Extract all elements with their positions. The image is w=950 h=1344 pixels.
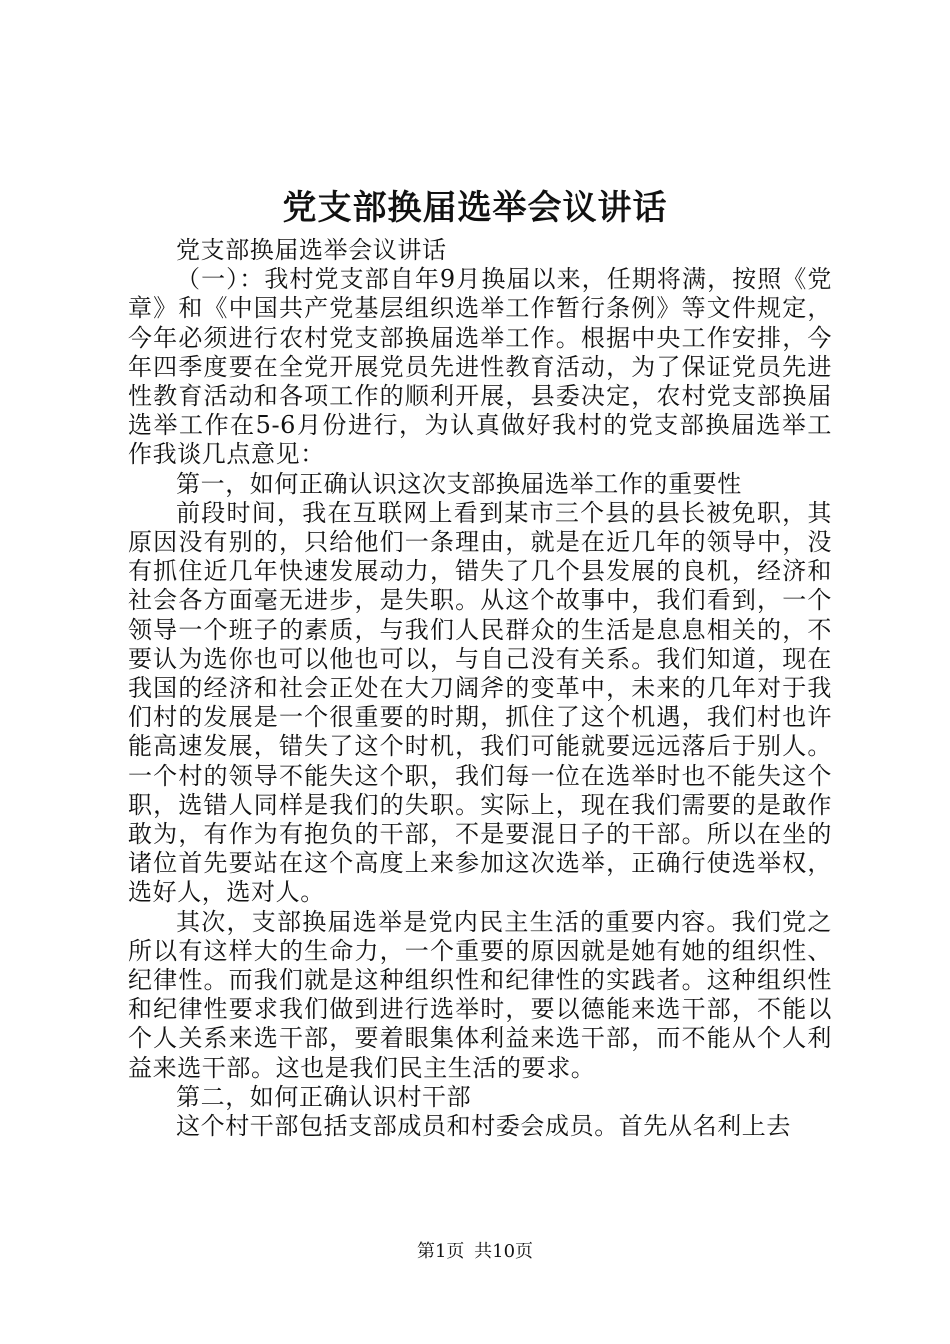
- section-heading-second: 第二，如何正确认识村干部: [176, 1082, 472, 1111]
- section-heading-first: 第一，如何正确认识这次支部换届选举工作的重要性: [176, 469, 742, 498]
- page-footer: [0, 1240, 950, 1264]
- paragraph-third-body: 这个村干部包括支部成员和村委会成员。首先从名利上去: [176, 1112, 791, 1141]
- paragraph-first-body: 前段时间，我在互联网上看到某市三个县的县长被免职，其原因没有别的，只给他们一条理由，就是在近几年的领导中，没有抓住近几年快速发展动力，错失了几个县发展的良机，经济和社会各方面毫无进步，是失职。从这个故事中，我们看到，一个领导一个班子的素质，与我们人民群众的生活是息息相关的，不要认为选你也可以他也可以，与自己没有关系。我们知道，现在我国的经济和社会正处在大刀阔斧的变革中，未来的几年对于我们村的发展是一个很重要的时期，抓住了这个机遇，我们村也许能高速发展，错失了这个时机，我们可能就要远远落后于别人。一个村的领导不能失这个职，我们每一位在选举时也不能失这个职，选错人同样是我们的失职。实际上，现在我们需要的是敢作敢为，有作为有抱负的干部，不是要混日子的干部。所以在坐的诸位首先要站在这个高度上来参加这次选举，正确行使选举权，选好人，选对人。: [128, 498, 832, 907]
- page-total: 共10页: [474, 1241, 534, 1262]
- document-title: 党支部换届选举会议讲话: [282, 188, 668, 228]
- paragraph-intro: （一）：我村党支部自年9月换届以来，任期将满，按照《党章》和《中国共产党基层组织选举工作暂行条例》等文件规定，今年必须进行农村党支部换届选举工作。根据中央工作安排，今年四季度要在全党开展党员先进性教育活动，为了保证党员先进性教育活动和各项工作的顺利开展，县委决定，农村党支部换届选举工作在5-6月份进行，为认真做好我村的党支部换届选举工作我谈几点意见：: [128, 265, 832, 469]
- document-body: [128, 236, 832, 1141]
- page-number: 第1页: [416, 1241, 465, 1262]
- paragraph-second-body: 其次，支部换届选举是党内民主生活的重要内容。我们党之所以有这样大的生命力，一个重要的原因就是她有她的组织性、纪律性。而我们就是这种组织性和纪律性的实践者。这种组织性和纪律性要求我们做到进行选举时，要以德能来选干部，不能以个人关系来选干部，要着眼集体利益来选干部，而不能从个人利益来选干部。这也是我们民主生活的要求。: [128, 907, 832, 1082]
- paragraph-subtitle: 党支部换届选举会议讲话: [176, 236, 447, 264]
